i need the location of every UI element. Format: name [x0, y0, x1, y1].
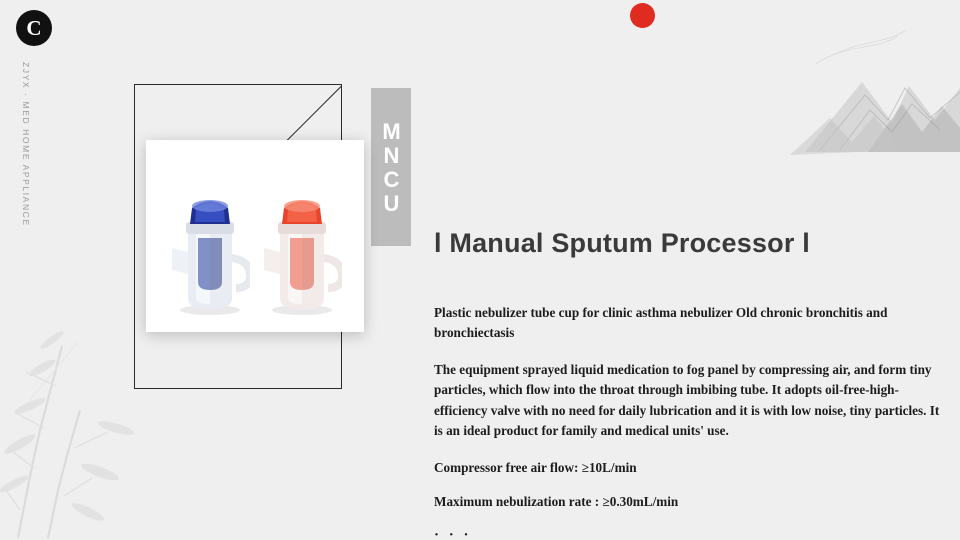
page-title: l Manual Sputum Processor l	[434, 228, 810, 258]
nebulizer-cup-red-icon	[262, 178, 342, 318]
product-details: The equipment sprayed liquid medication to fog panel by compressing air, and form tiny particles, which flow into the throat through imbibing tube. It adopts oil-free-high-efficiency valve with no need for daily lubrication and it is with low noise, tiny particles. It is an ideal product for family and medical units' use.	[434, 361, 940, 439]
product-description: Plastic nebulizer tube cup for clinic asthma nebulizer Old chronic bronchitis and bronchiectasis	[434, 305, 888, 341]
nebulizer-cup-blue-icon	[170, 178, 250, 318]
brand-vertical-text: ZJYX · MED HOME APPLIANCE	[21, 62, 31, 227]
mncu-badge-label-wrap	[371, 88, 411, 246]
more-indicator: · · ·	[434, 526, 472, 540]
frame-corner-diagonal	[281, 85, 341, 145]
product-spec-nebulization-rate: Maximum nebulization rate : ≥0.30mL/min	[434, 494, 679, 510]
product-spec-airflow: Compressor free air flow: ≥10L/min	[434, 459, 637, 475]
brand-logo[interactable]	[16, 10, 52, 46]
brand-logo-letter: C	[26, 15, 42, 40]
product-content	[434, 228, 946, 540]
red-dot-accent	[630, 3, 655, 28]
ink-mountain-illustration	[630, 0, 960, 190]
product-photo	[146, 140, 364, 332]
mncu-badge-label: MNCU	[379, 119, 404, 215]
